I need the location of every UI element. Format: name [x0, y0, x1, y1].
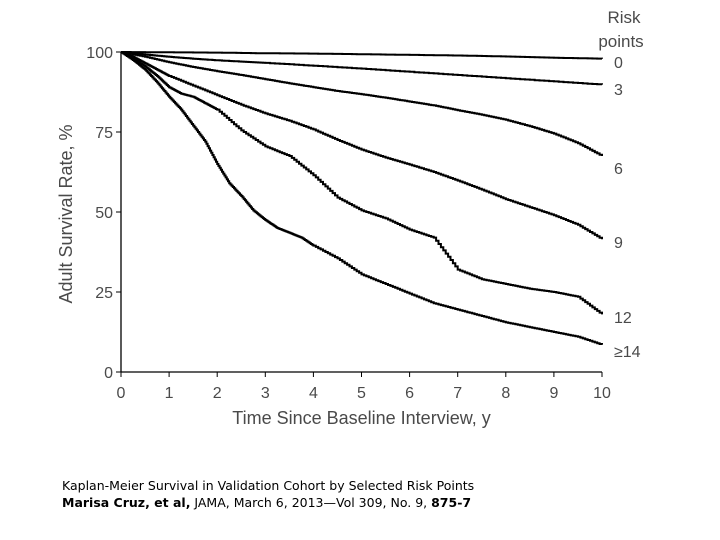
- series-label-5: 12: [614, 310, 632, 327]
- y-tick-label: 100: [86, 45, 113, 62]
- series-label-3: 6: [614, 161, 623, 178]
- y-tick-label: 50: [95, 205, 113, 222]
- y-tick-label: 75: [95, 125, 113, 142]
- y-axis-label: Adult Survival Rate, %: [56, 124, 76, 304]
- y-tick-label: 0: [104, 365, 113, 382]
- x-axis-label: Time Since Baseline Interview, y: [232, 408, 491, 428]
- legend-title-line1: Risk: [607, 8, 641, 27]
- x-tick-label: 8: [501, 385, 511, 402]
- x-tick-label: 5: [357, 385, 366, 402]
- chart-axes: [56, 45, 611, 428]
- series-label-2: 3: [614, 82, 623, 99]
- citation-journal: JAMA, March 6, 2013—Vol 309, No. 9,: [190, 495, 432, 510]
- x-tick-label: 7: [453, 385, 463, 402]
- chart-labels: [598, 8, 643, 361]
- x-tick-label: 0: [116, 385, 126, 402]
- x-tick-label: 4: [308, 385, 318, 402]
- survival-curves: [121, 52, 602, 345]
- series-label-6: ≥14: [614, 344, 641, 361]
- y-tick-label: 25: [95, 285, 113, 302]
- x-tick-label: 9: [549, 385, 559, 402]
- x-tick-label: 1: [164, 385, 174, 402]
- citation-author: Marisa Cruz, et al,: [62, 495, 191, 510]
- legend-title-line2: points: [598, 32, 644, 51]
- series-label-1: 0: [614, 55, 623, 72]
- citation-line: [62, 495, 471, 510]
- citation-pages: 875-7: [431, 495, 472, 510]
- x-tick-label: 3: [260, 385, 270, 402]
- x-tick-label: 6: [405, 385, 415, 402]
- x-tick-label: 10: [593, 385, 611, 402]
- x-tick-label: 2: [212, 385, 222, 402]
- series-label-4: 9: [614, 235, 623, 252]
- figure-caption: Kaplan-Meier Survival in Validation Cohort by Selected Risk Points: [62, 478, 475, 493]
